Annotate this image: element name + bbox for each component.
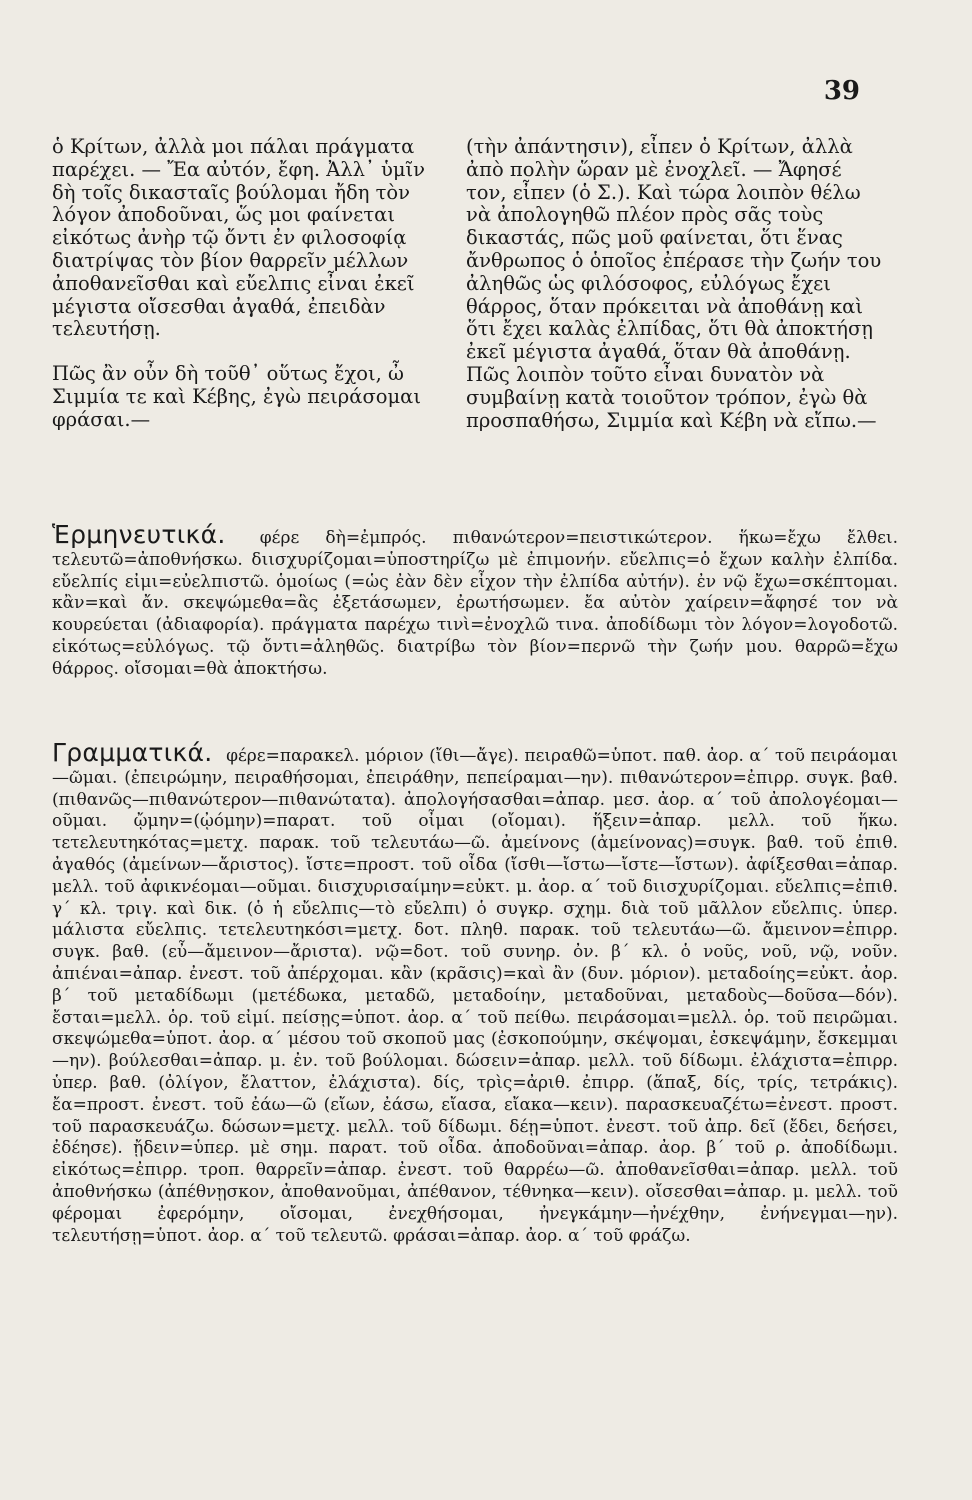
grammar-text: φέρε=παρακελ. μόριον (ἴθι—ἄγε). πειραθῶ=ὑποτ. παθ. ἀορ. α΄ τοῦ πειράομαι—ῶμαι. (ἐπειρώμην, πειραθήσομαι, ἐπειράθην, πεπείραμαι—ην). πιθανώτερον=ἐπιρρ. συγκ. βαθ. (πιθανῶς—πιθανώτερον—πιθανώτατα). ἀπολογήσασθαι=ἀπαρ. μεσ. ἀορ. α΄ τοῦ ἀπολογέομαι—οῦμαι. ᾤμην=(ᾠόμην)=παρατ. τοῦ οἶμαι (οἴομαι). ἥξειν=ἀπαρ. μελλ. τοῦ ἥκω. τετελευτηκότας=μετχ. παρακ. τοῦ τελευτάω—ῶ. ἀμείνονς (ἀμείνονας)=συγκ. βαθ. τοῦ ἐπιθ. ἀγαθός (ἀμείνων—ἄριστος). ἴστε=προστ. τοῦ οἶδα (ἴσθι—ἴστω—ἴστε—ἴστων). ἀφίξεσθαι=ἀπαρ. μελλ. τοῦ ἀφικνέομαι—οῦμαι. διισχυρισαίμην=εὐκτ. μ. ἀορ. α΄ τοῦ διισχυρίζομαι. εὔελπις=ἐπιθ. γ΄ κλ. τριγ. καὶ δικ. (ὁ ἡ εὔελπις—τὸ εὔελπι) ὁ συγκρ. σχημ. διὰ τοῦ μᾶλλον εὔελπις. ὑπερ. μάλιστα εὔελπις. τετελευτηκόσι=μετχ. δοτ. πληθ. παρακ. τοῦ τελευτάω—ῶ. ἄμεινον=ἐπιρρ. συγκ. βαθ. (εὖ—ἄμεινον—ἄριστα). νῷ=δοτ. τοῦ συνηρ. ὀν. β΄ κλ. ὁ νοῦς, νοῦ, νῷ, νοῦν. ἀπιέναι=ἀπαρ. ἐνεστ. τοῦ ἀπέρχομαι. κἂν (κρᾶσις)=καὶ ἂν (δυν. μόριον). μεταδοίης=εὐκτ. ἀορ. β΄ τοῦ μεταδίδωμι (μετέδωκα, μεταδῶ, μεταδοίην, μεταδοῦναι, μεταδοὺς—δοῦσα—δόν). ἔσται=μελλ. ὁρ. τοῦ εἰμί. πείσῃς=ὑποτ. ἀορ. α΄ τοῦ πείθω. πειράσομαι=μελλ. ὁρ. τοῦ πειρῶμαι. σκεψώμεθα=ὑποτ. ἀορ. α΄ μέσου τοῦ σκοποῦ μας (ἐσκοπούμην, σκέψομαι, ἐσκεψάμην, ἔσκεμμαι—ην). βούλεσθαι=ἀπαρ. μ. ἐν. τοῦ βούλομαι. δώσειν=ἀπαρ. μελλ. τοῦ δίδωμι. ἐλάχιστα=ἐπιρρ. ὑπερ. βαθ. (ὀλίγον, ἔλαττον, ἐλάχιστα). δίς, τρὶς=ἀριθ. ἐπιρρ. (ἅπαξ, δίς, τρίς, τετράκις). ἔα=προστ. ἐνεστ. τοῦ ἐάω—ῶ (εἴων, ἐάσω, εἴασα, εἴακα—κειν). παρασκευαζέτω=ἐνεστ. προστ. τοῦ παρασκευάζω. δώσων=μετχ. μελλ. τοῦ δίδωμι. δέῃ=ὑποτ. ἐνεστ. τοῦ ἀπρ. δεῖ (ἔδει, δεήσει, ἐδέησε). ᾔδειν=ὑπερ. μὲ σημ. παρατ. τοῦ οἶδα. ἀποδοῦναι=ἀπαρ. ἀορ. β΄ τοῦ ρ. ἀποδίδωμι. εἰκότως=ἐπιρρ. τροπ. θαρρεῖν=ἀπαρ. ἐνεστ. τοῦ θαρρέω—ῶ. ἀποθανεῖσθαι=ἀπαρ. μελλ. τοῦ ἀποθνήσκω (ἀπέθνῃσκον, ἀποθανοῦμαι, ἀπέθανον, τέθνηκα—κειν). οἴσεσθαι=ἀπαρ. μ. μελλ. τοῦ φέρομαι ἐφερόμην, οἴσομαι, ἐνεχθήσομαι, ἠνεγκάμην—ἠνέχθην, ἐνήνεγμαι—ην). τελευτήσῃ=ὑποτ. ἀορ. α΄ τοῦ τελευτῶ. φράσαι=ἀπαρ. ἀορ. α΄ τοῦ φράζω. bbox=[52, 746, 898, 1246]
left-column-greek-text bbox=[52, 136, 450, 432]
grammar-heading: Γραμματικά. bbox=[52, 738, 213, 767]
right-column-translation bbox=[466, 136, 886, 432]
left-paragraph-2: Πῶς ἂν οὖν δὴ τοῦθ᾽ οὕτως ἔχοι, ὦ Σιμμία τε καὶ Κέβης, ἐγὼ πειράσομαι φράσαι.— bbox=[52, 362, 421, 431]
left-paragraph-1: ὁ Κρίτων, ἀλλὰ μοι πάλαι πράγματα παρέχει. — Ἔα αὐτόν, ἔφη. Ἀλλ᾽ ὑμῖν δὴ τοῖς δικασταῖς βούλομαι ἤδη τὸν λόγον ἀποδοῦναι, ὥς μοι φαίνεται εἰκότως ἀνὴρ τῷ ὄντι ἐν φιλοσοφίᾳ διατρίψας τὸν βίον θαρρεῖν μέλλων ἀποθανεῖσθαι καὶ εὔελπις εἶναι ἐκεῖ μέγιστα οἴσεσθαι ἀγαθά, ἐπειδὰν τελευτήσῃ. bbox=[52, 135, 426, 341]
right-paragraph: (τὴν ἀπάντησιν), εἶπεν ὁ Κρίτων, ἀλλὰ ἀπὸ πολὴν ὥραν μὲ ἐνοχλεῖ. — Ἄφησέ τον, εἶπεν (ὁ Σ.). Καὶ τώρα λοιπὸν θέλω νὰ ἀπολογηθῶ πλέον πρὸς σᾶς τοὺς δικαστάς, πῶς μοῦ φαίνεται, ὅτι ἕνας ἄνθρωπος ὁ ὁποῖος ἐπέρασε τὴν ζωήν του ἀληθῶς ὡς φιλόσοφος, εὐλόγως ἔχει θάρρος, ὅταν πρόκειται νὰ ἀποθάνῃ καὶ ὅτι ἔχει καλὰς ἐλπίδας, ὅτι θὰ ἀποκτήσῃ ἐκεῖ μέγιστα ἀγαθά, ὅταν θὰ ἀποθάνῃ. Πῶς λοιπὸν τοῦτο εἶναι δυνατὸν νὰ συμβαίνῃ κατὰ τοιοῦτον τρόπον, ἐγὼ θὰ προσπαθήσω, Σιμμία καὶ Κέβη νὰ εἴπω.— bbox=[466, 135, 882, 432]
glossary-text: φέρε δὴ=ἐμπρός. πιθανώτερον=πειστικώτερον. ἥκω=ἔχω ἔλθει. τελευτῶ=ἀποθνήσκω. διισχυρίζομαι=ὑποστηρίζω μὲ ἐπιμονήν. εὔελπις=ὁ ἔχων καλὴν ἐλπίδα. εὔελπίς εἰμι=εὐελπιστῶ. ὁμοίως (=ὡς ἐὰν δὲν εἶχον τὴν ἐλπίδα αὐτήν). ἐν νῷ ἔχω=σκέπτομαι. κἂν=καὶ ἄν. σκεψώμεθα=ἃς ἐξετάσωμεν, ἐρωτήσωμεν. ἔα αὐτὸν χαίρειν=ἄφησέ τον νὰ κουρεύεται (ἀδιαφορία). πράγματα παρέχω τινὶ=ἐνοχλῶ τινα. ἀποδίδωμι τὸν λόγον=λογοδοτῶ. εἰκότως=εὐλόγως. τῷ ὄντι=ἀληθῶς. διατρίβω τὸν βίον=περνῶ τὴν ζωήν μου. θαρρῶ=ἔχω θάρρος. οἴσομαι=θὰ ἀποκτήσω. bbox=[52, 528, 898, 679]
glossary-heading: Ἑρμηνευτικά. bbox=[52, 520, 226, 549]
page-number: 39 bbox=[823, 76, 860, 106]
grammar-section bbox=[52, 738, 898, 1247]
glossary-section bbox=[52, 520, 898, 681]
